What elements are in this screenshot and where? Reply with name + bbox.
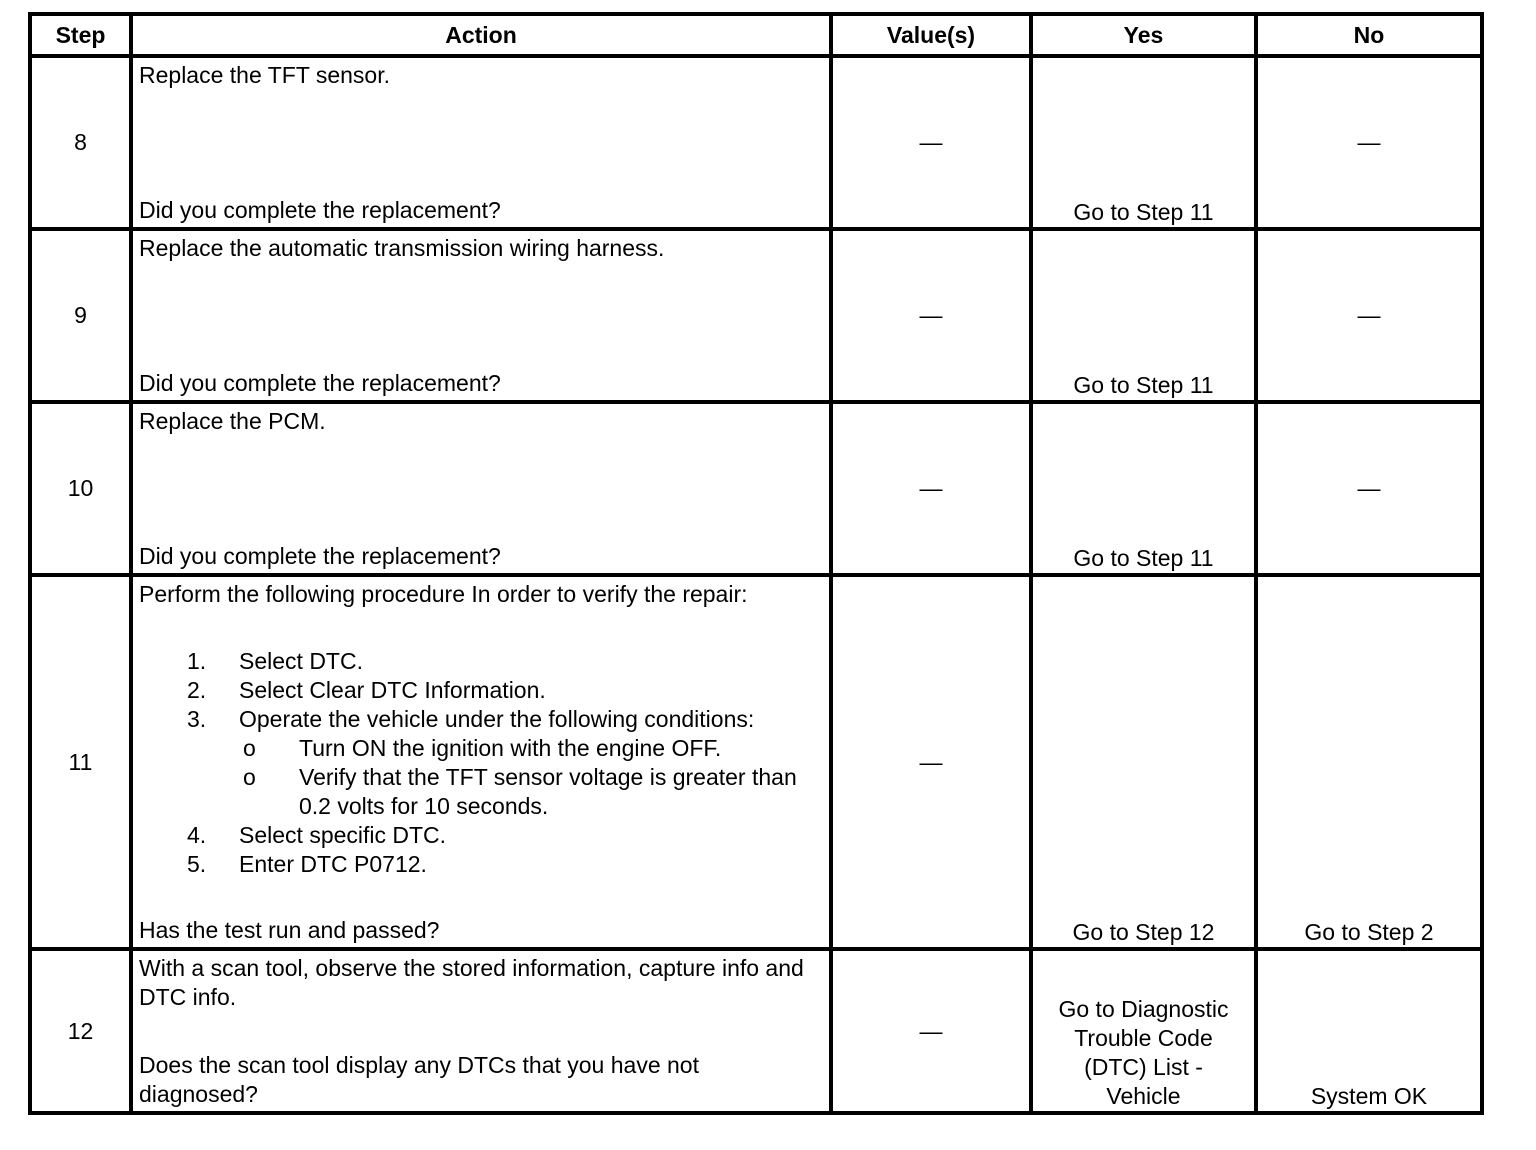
action-question: Did you complete the replacement?: [139, 543, 501, 569]
step-number: 9: [30, 229, 131, 402]
action-cell: [131, 575, 831, 949]
value-cell: —: [831, 402, 1031, 575]
action-text: Replace the PCM.: [139, 408, 326, 434]
no-cell: —: [1256, 56, 1482, 229]
list-text: Select DTC.: [239, 648, 363, 674]
no-cell: —: [1256, 229, 1482, 402]
no-cell: Go to Step 2: [1256, 575, 1482, 949]
bullet-icon: o: [243, 764, 256, 790]
no-cell: System OK: [1256, 949, 1482, 1113]
list-number: 1.: [187, 648, 207, 674]
bullet-icon: o: [243, 735, 256, 761]
step-number: 10: [30, 402, 131, 575]
table-row: [30, 949, 1482, 1113]
yes-cell: Go to Step 11: [1031, 56, 1256, 229]
list-item: [139, 821, 821, 850]
value-cell: —: [831, 56, 1031, 229]
list-text: Select specific DTC.: [239, 822, 447, 848]
action-question: Did you complete the replacement?: [139, 197, 501, 223]
step-number: 8: [30, 56, 131, 229]
list-number: 2.: [187, 677, 207, 703]
action-text: With a scan tool, observe the stored information, capture info and DTC info.: [139, 955, 804, 1010]
list-item: [139, 705, 821, 821]
table-row: [30, 402, 1482, 575]
action-question: Did you complete the replacement?: [139, 370, 501, 396]
yes-cell: Go to Step 11: [1031, 229, 1256, 402]
list-text: Enter DTC P0712.: [239, 851, 427, 877]
header-values: Value(s): [831, 14, 1031, 56]
sub-list-item: [239, 734, 821, 763]
step-number: 11: [30, 575, 131, 949]
list-text: Select Clear DTC Information.: [239, 677, 546, 703]
action-cell: [131, 949, 831, 1113]
value-cell: —: [831, 949, 1031, 1113]
action-question: Has the test run and passed?: [139, 917, 440, 943]
sub-list-text: Turn ON the ignition with the engine OFF.: [299, 735, 722, 761]
action-text: Perform the following procedure In order to verify the repair:: [139, 581, 748, 607]
procedure-list: [139, 647, 821, 879]
list-item: [139, 676, 821, 705]
action-cell: [131, 229, 831, 402]
yes-cell: Go to Step 12: [1031, 575, 1256, 949]
diagnostic-table: [28, 12, 1484, 1115]
header-action: Action: [131, 14, 831, 56]
header-step: Step: [30, 14, 131, 56]
yes-cell: Go to Diagnostic Trouble Code (DTC) List - Vehicle: [1031, 949, 1256, 1113]
list-number: 5.: [187, 851, 207, 877]
sub-list-item: [239, 763, 821, 821]
table-row: [30, 575, 1482, 949]
list-item: [139, 647, 821, 676]
action-cell: [131, 402, 831, 575]
yes-cell: Go to Step 11: [1031, 402, 1256, 575]
table-row: [30, 56, 1482, 229]
value-cell: —: [831, 229, 1031, 402]
sub-list: [239, 734, 821, 821]
header-yes: Yes: [1031, 14, 1256, 56]
header-no: No: [1256, 14, 1482, 56]
header-row: [30, 14, 1482, 56]
action-question: Does the scan tool display any DTCs that you have not diagnosed?: [139, 1052, 699, 1107]
value-cell: —: [831, 575, 1031, 949]
table-row: [30, 229, 1482, 402]
action-cell: [131, 56, 831, 229]
action-text: Replace the automatic transmission wiring harness.: [139, 235, 665, 261]
action-text: Replace the TFT sensor.: [139, 62, 391, 88]
step-number: 12: [30, 949, 131, 1113]
list-number: 4.: [187, 822, 207, 848]
no-cell: —: [1256, 402, 1482, 575]
list-text: Operate the vehicle under the following conditions:: [239, 706, 755, 732]
list-item: [139, 850, 821, 879]
sub-list-text: Verify that the TFT sensor voltage is greater than 0.2 volts for 10 seconds.: [299, 764, 797, 819]
list-number: 3.: [187, 706, 207, 732]
